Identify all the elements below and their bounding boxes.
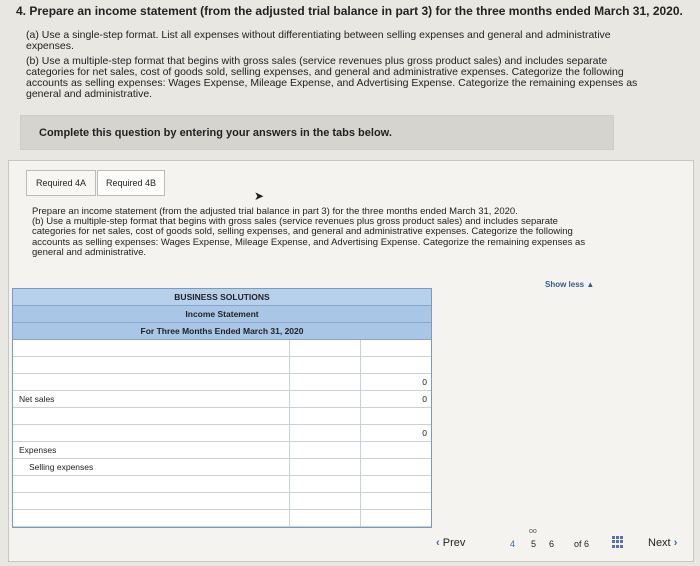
amount-cell[interactable] bbox=[290, 391, 361, 407]
total-cell[interactable] bbox=[361, 374, 431, 390]
total-cell[interactable] bbox=[361, 459, 431, 475]
page-count: of 6 bbox=[574, 539, 590, 549]
total-value: 0 bbox=[422, 377, 427, 387]
prev-button[interactable] bbox=[436, 537, 465, 549]
total-cell[interactable] bbox=[361, 476, 431, 492]
account-cell[interactable] bbox=[13, 476, 290, 492]
page-4-link[interactable]: 4 bbox=[510, 539, 516, 549]
total-value: 0 bbox=[422, 394, 427, 404]
amount-cell[interactable] bbox=[290, 425, 361, 441]
table-row bbox=[13, 391, 431, 408]
account-cell[interactable] bbox=[13, 459, 290, 475]
question-part-b: (b) Use a multiple-step format that begins with gross sales (service revenues plus gross product sales) and includes separate categories for net sales, cost of goods sold, selling expenses, and general and administrative expenses. Categorize the following accounts as selling expenses: Wages Expense, Mileage Expense, and Advertising Expense. Categorize the remaining expenses as general and administrative. bbox=[26, 55, 638, 100]
account-cell[interactable] bbox=[13, 425, 290, 441]
table-row bbox=[13, 510, 431, 527]
tab-required-4b[interactable]: Required 4B bbox=[97, 170, 165, 196]
pages-indicator-icon: oo bbox=[529, 528, 537, 535]
table-row bbox=[13, 425, 431, 442]
account-cell[interactable] bbox=[13, 493, 290, 509]
next-label: Next bbox=[648, 537, 671, 549]
account-cell[interactable] bbox=[13, 510, 290, 526]
banner-text: Complete this question by entering your answers in the tabs below. bbox=[39, 127, 392, 139]
amount-cell[interactable] bbox=[290, 374, 361, 390]
tab-instructions bbox=[32, 207, 592, 258]
account-cell[interactable] bbox=[13, 340, 290, 356]
table-row bbox=[13, 442, 431, 459]
statement-title: Income Statement bbox=[13, 306, 431, 323]
statement-rows bbox=[13, 340, 431, 527]
total-cell[interactable] bbox=[361, 340, 431, 356]
total-cell[interactable] bbox=[361, 442, 431, 458]
table-row bbox=[13, 493, 431, 510]
account-cell[interactable] bbox=[13, 442, 290, 458]
amount-cell[interactable] bbox=[290, 459, 361, 475]
statement-company: BUSINESS SOLUTIONS bbox=[13, 289, 431, 306]
amount-cell[interactable] bbox=[290, 408, 361, 424]
amount-cell[interactable] bbox=[290, 476, 361, 492]
question-title: 4. Prepare an income statement (from the adjusted trial balance in part 3) for the three months ended March 31, 2020. bbox=[16, 4, 683, 18]
instruction-line-1: Prepare an income statement (from the adjusted trial balance in part 3) for the three months ended March 31, 2020. bbox=[32, 206, 518, 217]
instruction-line-2: (b) Use a multiple-step format that begins with gross sales (service revenues plus gross product sales) and includes separate categories for net sales, cost of goods sold, selling expenses, and general and administrative expenses. Categorize the following accounts as selling expenses: Wages Expense, Mileage Expense, and Advertising Expense. Categorize the remaining expenses as general and administrative. bbox=[32, 216, 586, 258]
amount-cell[interactable] bbox=[290, 340, 361, 356]
total-cell[interactable] bbox=[361, 425, 431, 441]
total-cell[interactable] bbox=[361, 357, 431, 373]
page-5-link[interactable]: 5 bbox=[531, 539, 537, 549]
mouse-cursor-icon: ➤ bbox=[254, 189, 265, 203]
table-row bbox=[13, 459, 431, 476]
next-button[interactable] bbox=[648, 537, 677, 549]
account-label: Selling expenses bbox=[29, 462, 94, 472]
amount-cell[interactable] bbox=[290, 510, 361, 526]
total-value: 0 bbox=[422, 428, 427, 438]
table-row bbox=[13, 476, 431, 493]
question-part-a: (a) Use a single-step format. List all expenses without differentiating between selling expenses and general and administrative expenses. bbox=[26, 29, 611, 52]
table-row bbox=[13, 357, 431, 374]
account-cell[interactable] bbox=[13, 391, 290, 407]
amount-cell[interactable] bbox=[290, 357, 361, 373]
account-cell[interactable] bbox=[13, 374, 290, 390]
instruction-banner bbox=[20, 115, 614, 150]
chevron-left-icon: ‹ bbox=[436, 537, 440, 549]
show-less-link[interactable]: Show less ▲ bbox=[545, 280, 595, 289]
table-row bbox=[13, 374, 431, 391]
account-cell[interactable] bbox=[13, 408, 290, 424]
grid-view-icon[interactable] bbox=[612, 536, 624, 548]
account-cell[interactable] bbox=[13, 357, 290, 373]
total-cell[interactable] bbox=[361, 510, 431, 526]
statement-period: For Three Months Ended March 31, 2020 bbox=[13, 323, 431, 340]
prev-label: Prev bbox=[442, 537, 466, 549]
page-6-link[interactable]: 6 bbox=[549, 539, 555, 549]
chevron-right-icon: › bbox=[673, 537, 678, 549]
table-row bbox=[13, 408, 431, 425]
total-cell[interactable] bbox=[361, 391, 431, 407]
account-label: Net sales bbox=[19, 394, 55, 404]
table-row bbox=[13, 340, 431, 357]
amount-cell[interactable] bbox=[290, 442, 361, 458]
total-cell[interactable] bbox=[361, 493, 431, 509]
tab-required-4a[interactable]: Required 4A bbox=[26, 170, 96, 196]
account-label: Expenses bbox=[19, 445, 57, 455]
amount-cell[interactable] bbox=[290, 493, 361, 509]
income-statement-table bbox=[12, 288, 432, 528]
total-cell[interactable] bbox=[361, 408, 431, 424]
